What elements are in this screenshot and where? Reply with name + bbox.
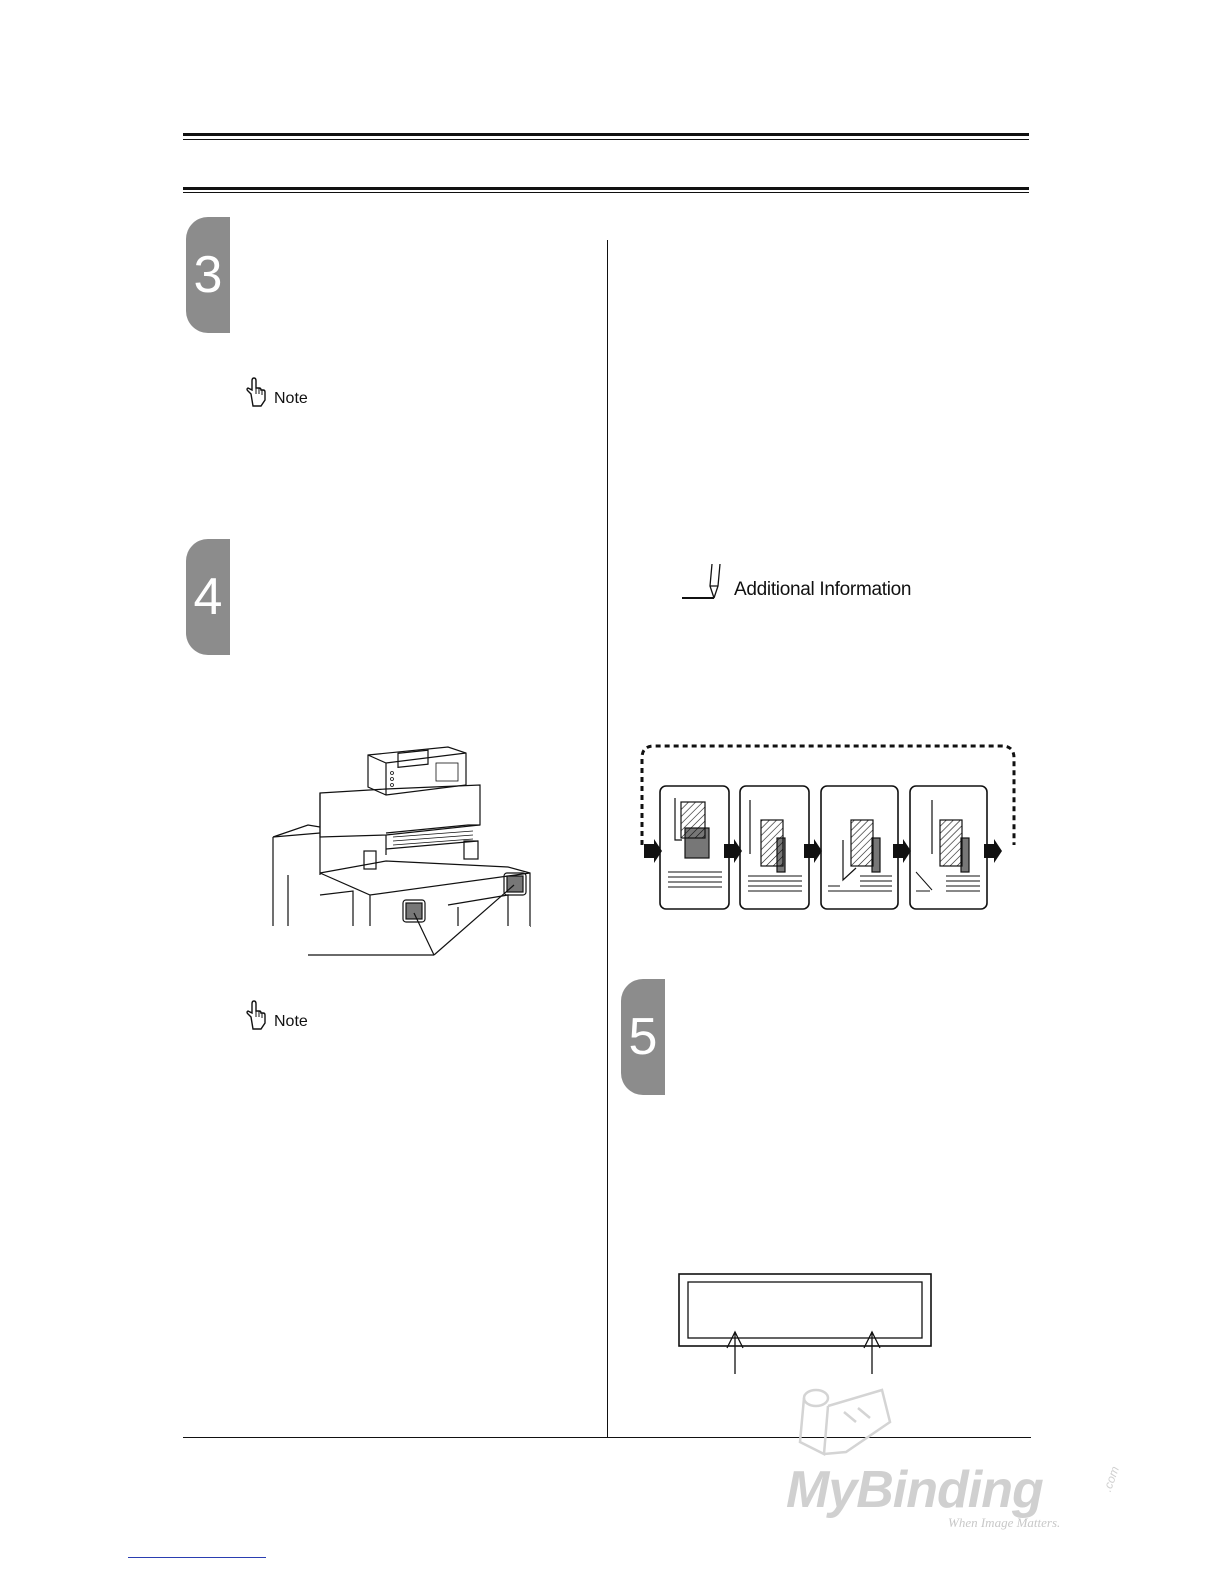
additional-info-heading <box>682 560 942 604</box>
step-4-tab: 4 <box>186 539 230 655</box>
note-label: Note <box>274 390 308 407</box>
watermark <box>780 1382 1130 1532</box>
pointing-hand-icon <box>243 376 271 408</box>
step-5-tab: 5 <box>621 979 665 1095</box>
header-rule-bottom-thick <box>183 187 1029 190</box>
watermark-brand: MyBinding <box>786 1461 1043 1519</box>
note-1 <box>243 376 363 410</box>
pen-icon <box>682 560 730 602</box>
toilet-paper-logo-icon <box>786 1382 896 1462</box>
header-rule-bottom-thin <box>183 192 1029 193</box>
column-divider <box>607 240 608 1438</box>
header-rule-top-thick <box>183 133 1029 136</box>
display-panel-figure <box>676 1270 936 1376</box>
footer-link-underline <box>128 1557 266 1558</box>
additional-info-label: Additional Information <box>734 579 912 600</box>
header-rule-top-thin <box>183 139 1029 140</box>
watermark-tld: .com <box>1099 1464 1123 1494</box>
note-label: Note <box>274 1013 308 1030</box>
cutting-sequence-diagram <box>630 740 1025 915</box>
watermark-tagline: When Image Matters. <box>948 1515 1061 1530</box>
note-2 <box>243 999 363 1033</box>
step-3-tab: 3 <box>186 217 230 333</box>
cutter-machine-illustration <box>268 745 538 960</box>
pointing-hand-icon <box>243 999 271 1031</box>
